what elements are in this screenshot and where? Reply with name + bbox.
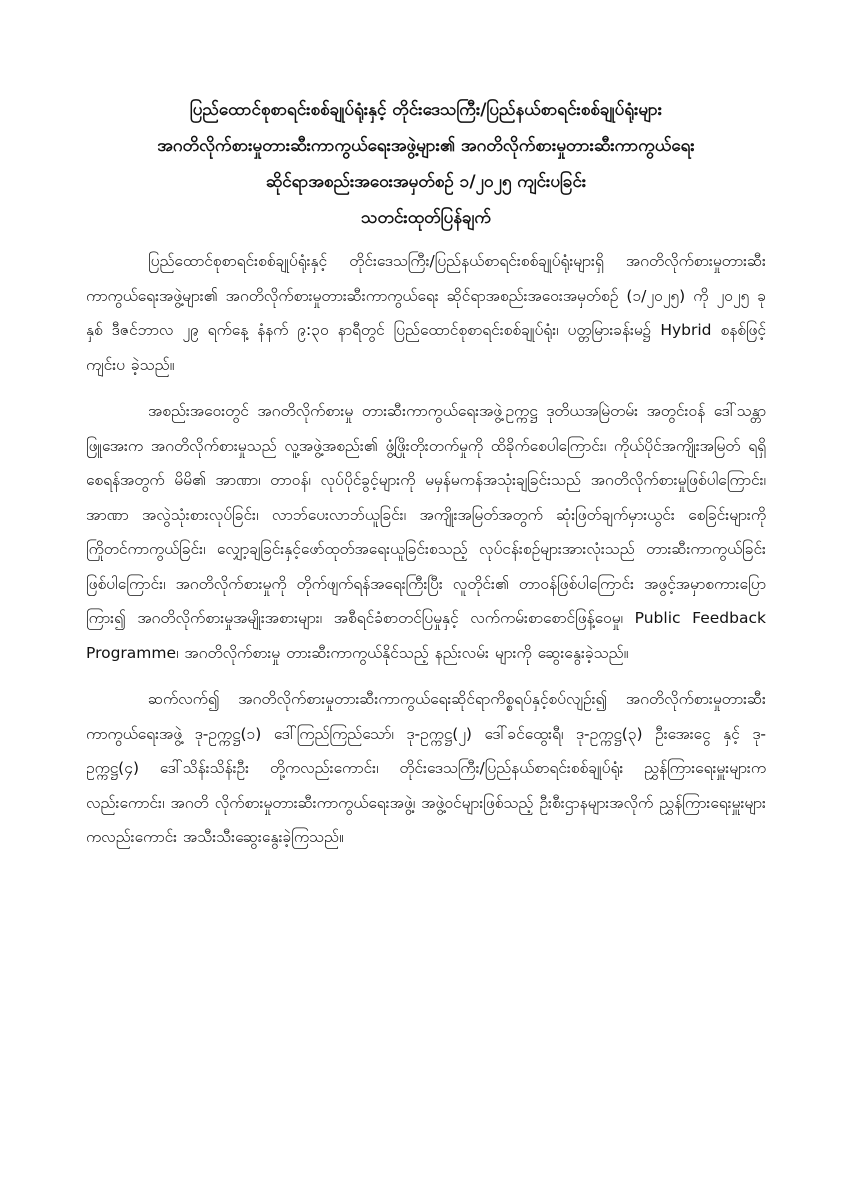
document-page (86, 92, 766, 867)
paragraph-1: ပြည်ထောင်စုစာရင်းစစ်ချုပ်ရုံးနှင့် တိုင်းဒေသကြီး/ပြည်နယ်စာရင်းစစ်ချုပ်ရုံးများရှိ အဂတိလိုက်စားမှုတားဆီးကာကွယ်ရေးအဖွဲ့များ၏ အဂတိလိုက်စားမှုတားဆီးကာကွယ်ရေး ဆိုင်ရာအစည်းအဝေးအမှတ်စဉ် (၁/၂၀၂၅) ကို ၂၀၂၅ ခုနှစ် ဒီဇင်ဘာလ ၂၉ ရက်နေ့ နံနက် ၉:၃၀ နာရီတွင် ပြည်ထောင်စုစာရင်းစစ်ချုပ်ရုံး၊ ပတ္တမြားခန်းမ၌ Hybrid စနစ်ဖြင့်ကျင်းပ ခဲ့သည်။ (86, 252, 766, 374)
paragraph-2: အစည်းအဝေးတွင် အဂတိလိုက်စားမှု တားဆီးကာကွယ်ရေးအဖွဲ့ဥက္ကဋ္ဌ ဒုတိယအမြဲတမ်း အတွင်းဝန် ဒေါ်သန္တာဖြူအေးက အဂတိလိုက်စားမှုသည် လူ့အဖွဲ့အစည်း၏ ဖွံ့ဖြိုးတိုးတက်မှုကို ထိခိုက်စေပါကြောင်း၊ ကိုယ်ပိုင်အကျိုးအမြတ် ရရှိစေရန်အတွက် မိမိ၏ အာဏာ၊ တာဝန်၊ လုပ်ပိုင်ခွင့်များကို မမှန်မကန်အသုံးချခြင်းသည် အဂတိလိုက်စားမှုဖြစ်ပါကြောင်း၊ အာဏာ အလွဲသုံးစားလုပ်ခြင်း၊ လာဘ်ပေးလာဘ်ယူခြင်း၊ အကျိုးအမြတ်အတွက် ဆုံးဖြတ်ချက်မှားယွင်း စေခြင်းများကို ကြိုတင်ကာကွယ်ခြင်း၊ လျှော့ချခြင်းနှင့်ဖော်ထုတ်အရေးယူခြင်းစသည့် လုပ်ငန်းစဉ်များအားလုံးသည် တားဆီးကာကွယ်ခြင်းဖြစ်ပါကြောင်း၊ အဂတိလိုက်စားမှုကို တိုက်ဖျက်ရန်အရေးကြီးပြီး လူတိုင်း၏ တာဝန်ဖြစ်ပါကြောင်း အဖွင့်အမှာစကားပြောကြား၍ အဂတိလိုက်စားမှုအမျိုးအစားများ၊ အစီရင်ခံစာတင်ပြမှုနှင့် လက်ကမ်းစာစောင်ဖြန့်ဝေမှု၊ Public Feedback Programme၊ အဂတိလိုက်စားမှု တားဆီးကာကွယ်နိုင်သည့် နည်းလမ်း များကို ဆွေးနွေးခဲ့သည်။ (86, 402, 766, 662)
title-line-2: အဂတိလိုက်စားမှုတားဆီးကာကွယ်ရေးအဖွဲ့များ၏ အဂတိလိုက်စားမှုတားဆီးကာကွယ်ရေး (157, 136, 695, 156)
title-line-1: ပြည်ထောင်စုစာရင်းစစ်ချုပ်ရုံးနှင့် တိုင်းဒေသကြီး/ပြည်နယ်စာရင်းစစ်ချုပ်ရုံးများ (189, 100, 663, 120)
paragraph-3: ဆက်လက်၍ အဂတိလိုက်စားမှုတားဆီးကာကွယ်ရေးဆိုင်ရာကိစ္စရပ်နှင့်စပ်လျဉ်း၍ အဂတိလိုက်စားမှုတားဆီးကာကွယ်ရေးအဖွဲ့ ဒု-ဥက္ကဋ္ဌ(၁) ဒေါ်ကြည်ကြည်သော်၊ ဒု-ဥက္ကဋ္ဌ(၂) ဒေါ်ခင်ထွေးရီ၊ ဒု-ဥက္ကဋ္ဌ(၃) ဦးအေးငွေ နှင့် ဒု-ဥက္ကဋ္ဌ(၄) ဒေါ်သိန်းသိန်းဦး တို့ကလည်းကောင်း၊ တိုင်းဒေသကြီး/ပြည်နယ်စာရင်းစစ်ချုပ်ရုံး ညွှန်ကြားရေးမှူးများကလည်းကောင်း၊ အဂတိ လိုက်စားမှုတားဆီးကာကွယ်ရေးအဖွဲ့၊ အဖွဲ့ဝင်များဖြစ်သည့် ဦးစီးဌာနများအလိုက် ညွှန်ကြားရေးမှူးများ ကလည်းကောင်း အသီးသီးဆွေးနွေးခဲ့ကြသည်။ (86, 690, 766, 846)
press-release-heading: သတင်းထုတ်ပြန်ချက် (361, 208, 491, 228)
title-line-3: ဆိုင်ရာအစည်းအဝေးအမှတ်စဉ် ၁/၂၀၂၅ ကျင်းပခြင်း (265, 172, 587, 192)
document-title (86, 92, 766, 236)
